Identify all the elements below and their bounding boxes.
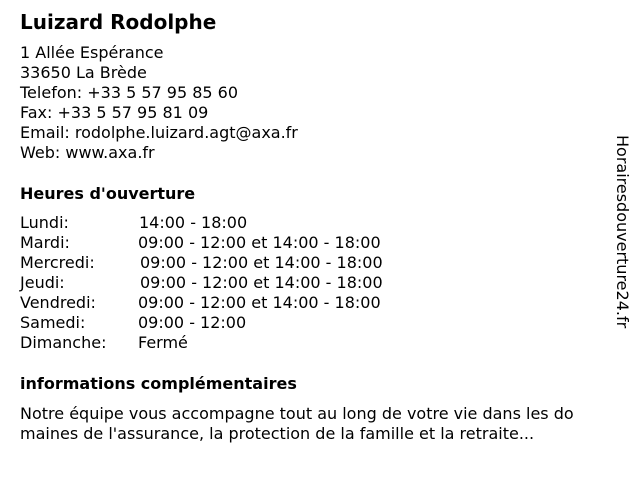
- time-range: 09:00 - 12:00 et 14:00 - 18:00: [140, 273, 383, 292]
- day-label: Mercredi:: [20, 253, 95, 272]
- contact-block: [20, 43, 298, 163]
- watermark-text: Horairesdouverture24.fr: [613, 135, 632, 329]
- time-range: 09:00 - 12:00 et 14:00 - 18:00: [138, 233, 381, 252]
- time-range: 14:00 - 18:00: [139, 213, 248, 232]
- day-label: Jeudi:: [20, 273, 65, 292]
- day-label: Mardi:: [20, 233, 70, 252]
- time-range: 09:00 - 12:00 et 14:00 - 18:00: [138, 293, 381, 312]
- address-street: 1 Allée Espérance: [20, 43, 164, 62]
- info-description: [20, 404, 620, 444]
- fax-number: Fax: +33 5 57 95 81 09: [20, 103, 209, 122]
- day-label: Samedi:: [20, 313, 86, 332]
- day-label: Vendredi:: [20, 293, 96, 312]
- info-heading: informations complémentaires: [20, 374, 297, 393]
- email-address: Email: rodolphe.luizard.agt@axa.fr: [20, 123, 298, 142]
- website-address: Web: www.axa.fr: [20, 143, 155, 162]
- day-label: Lundi:: [20, 213, 69, 232]
- phone-number: Telefon: +33 5 57 95 85 60: [20, 83, 239, 102]
- time-range: Fermé: [138, 333, 188, 352]
- day-label: Dimanche:: [20, 333, 107, 352]
- hours-heading: Heures d'ouverture: [20, 184, 196, 203]
- address-city: 33650 La Brède: [20, 63, 147, 82]
- info-text-line: maines de l'assurance, la protection de la famille et la retraite...: [20, 424, 535, 443]
- business-name: Luizard Rodolphe: [20, 10, 217, 34]
- info-text-line: Notre équipe vous accompagne tout au long de votre vie dans les do: [20, 404, 574, 423]
- site-watermark: [612, 135, 632, 345]
- time-range: 09:00 - 12:00: [138, 313, 247, 332]
- time-range: 09:00 - 12:00 et 14:00 - 18:00: [140, 253, 383, 272]
